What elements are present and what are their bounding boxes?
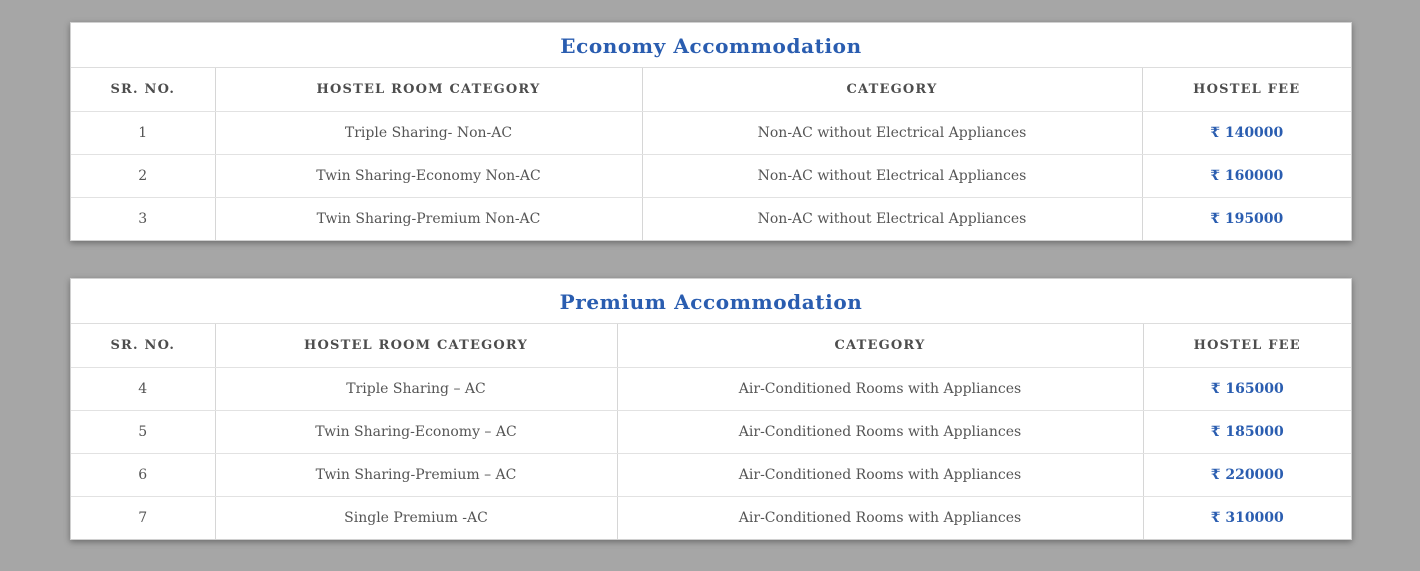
table-header-row — [71, 324, 1351, 367]
premium-title: Premium Accommodation — [71, 279, 1351, 324]
header-room-category: HOSTEL ROOM CATEGORY — [215, 324, 617, 367]
cell-category: Air-Conditioned Rooms with Appliances — [617, 410, 1143, 453]
table-row — [71, 496, 1351, 539]
economy-accommodation-card — [70, 22, 1352, 241]
cell-category: Air-Conditioned Rooms with Appliances — [617, 453, 1143, 496]
economy-title: Economy Accommodation — [71, 23, 1351, 68]
cell-hostel-fee: ₹ 165000 — [1143, 367, 1351, 410]
header-hostel-fee: HOSTEL FEE — [1143, 324, 1351, 367]
table-row — [71, 410, 1351, 453]
cell-category: Air-Conditioned Rooms with Appliances — [617, 496, 1143, 539]
cell-hostel-fee: ₹ 185000 — [1143, 410, 1351, 453]
premium-table — [71, 324, 1351, 539]
cell-sr-no: 4 — [71, 367, 215, 410]
cell-sr-no: 2 — [71, 154, 215, 197]
cell-hostel-fee: ₹ 160000 — [1142, 154, 1351, 197]
cell-category: Non-AC without Electrical Appliances — [642, 197, 1142, 240]
cell-hostel-fee: ₹ 310000 — [1210, 509, 1284, 526]
cell-category: Air-Conditioned Rooms with Appliances — [617, 367, 1143, 410]
table-header-row — [71, 68, 1351, 111]
cell-sr-no: 7 — [71, 496, 215, 539]
cell-room-category: Twin Sharing-Premium – AC — [215, 453, 617, 496]
cell-sr-no: 3 — [71, 197, 215, 240]
table-row — [71, 154, 1351, 197]
cell-room-category: Triple Sharing – AC — [215, 367, 617, 410]
cell-hostel-fee: ₹ 195000 — [1210, 210, 1284, 227]
cell-room-category: Single Premium -AC — [215, 496, 617, 539]
cell-hostel-fee: ₹ 220000 — [1143, 453, 1351, 496]
cell-hostel-fee: ₹ 140000 — [1142, 111, 1351, 154]
header-room-category: HOSTEL ROOM CATEGORY — [215, 68, 642, 111]
premium-accommodation-card — [70, 278, 1352, 540]
cell-room-category: Twin Sharing-Economy – AC — [215, 410, 617, 453]
cell-sr-no: 5 — [71, 410, 215, 453]
cell-sr-no: 1 — [71, 111, 215, 154]
cell-room-category: Twin Sharing-Economy Non-AC — [215, 154, 642, 197]
cell-room-category: Triple Sharing- Non-AC — [215, 111, 642, 154]
cell-category: Non-AC without Electrical Appliances — [642, 154, 1142, 197]
economy-table — [71, 68, 1351, 240]
header-hostel-fee: HOSTEL FEE — [1142, 68, 1351, 111]
header-category: CATEGORY — [617, 324, 1143, 367]
cell-room-category: Twin Sharing-Premium Non-AC — [215, 197, 642, 240]
table-row — [71, 197, 1351, 240]
table-row — [71, 367, 1351, 410]
table-row — [71, 111, 1351, 154]
cell-sr-no: 6 — [71, 453, 215, 496]
cell-category: Non-AC without Electrical Appliances — [642, 111, 1142, 154]
table-row — [71, 453, 1351, 496]
header-sr-no: SR. NO. — [71, 324, 215, 367]
header-sr-no: SR. NO. — [71, 68, 215, 111]
header-category: CATEGORY — [642, 68, 1142, 111]
